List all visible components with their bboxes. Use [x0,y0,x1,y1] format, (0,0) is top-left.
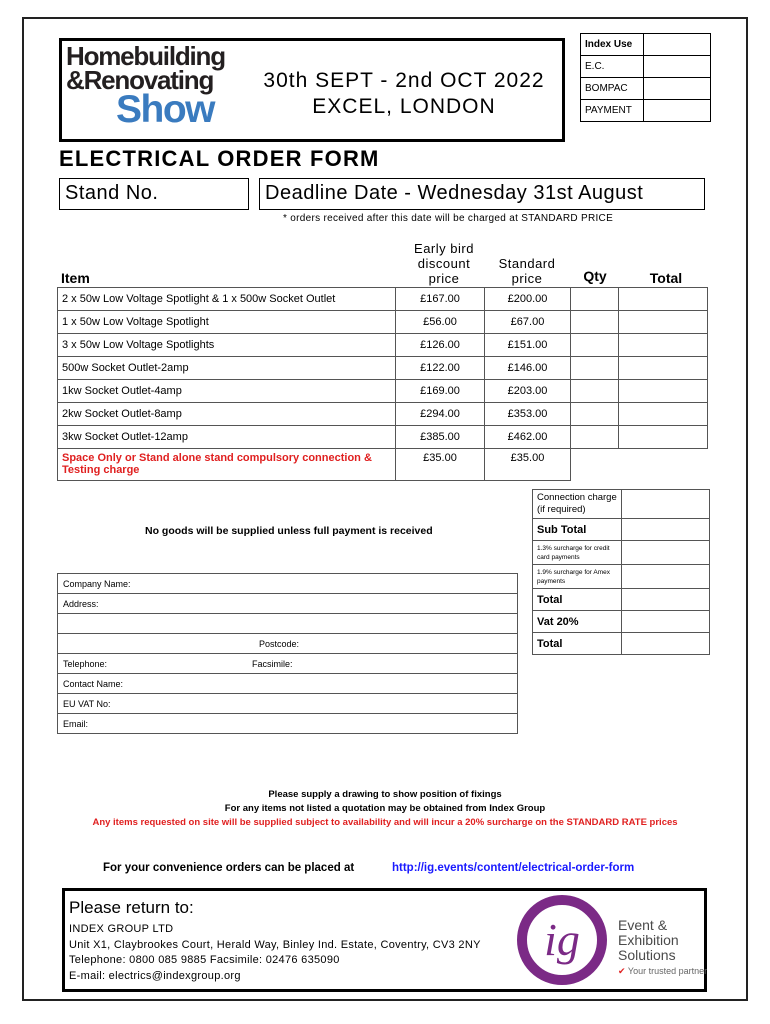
deadline-note: * orders received after this date will be charged at STANDARD PRICE [283,213,614,224]
note-drawing: Please supply a drawing to show position of fixings [268,789,502,800]
convenience-text: For your convenience orders can be placed at [103,862,355,874]
early-bird-price: £122.00 [396,357,485,380]
return-email: E-mail: electrics@indexgroup.org [69,969,241,982]
standard-price: £67.00 [485,311,571,334]
table-row [58,311,708,334]
logo-line-2: &Renovating [66,65,214,95]
qty-input[interactable] [571,334,619,357]
table-row [58,403,708,426]
no-goods-notice: No goods will be supplied unless full payment is received [145,525,433,537]
vat-label: Vat 20% [533,611,622,633]
early-bird-price: £169.00 [396,380,485,403]
qty-input[interactable] [571,426,619,449]
table-row [58,380,708,403]
index-use-cell [644,56,711,78]
table-row [58,449,708,481]
facsimile-label: Facsimile: [252,658,293,669]
qty-input[interactable] [571,357,619,380]
total-column-header: Total [649,270,683,286]
company-name-field[interactable]: Company Name: [58,574,518,594]
check-icon: ✔ [618,966,626,976]
early-bird-price: £126.00 [396,334,485,357]
total-cell[interactable] [619,311,708,334]
postcode-row[interactable] [58,634,518,654]
item-name: 2kw Socket Outlet-8amp [58,403,396,426]
early-bird-price: £385.00 [396,426,485,449]
contact-name-field[interactable]: Contact Name: [58,674,518,694]
standard-column-header [484,256,570,286]
return-street: Unit X1, Claybrookes Court, Herald Way, Binley Ind. Estate, Coventry, CV3 2NY [69,938,481,951]
total-label: Total [533,589,622,611]
summary-table [532,489,710,655]
early-bird-price: £167.00 [396,288,485,311]
index-use-cell [644,78,711,100]
address-field-2[interactable] [58,614,518,634]
item-name: 1kw Socket Outlet-4amp [58,380,396,403]
credit-card-surcharge-label: 1.3% surcharge for credit card payments [533,541,622,565]
postcode-label: Postcode: [259,638,300,649]
event-venue: EXCEL, LONDON [312,95,496,118]
table-row [58,426,708,449]
early-bird-price: £56.00 [396,311,485,334]
item-name: 500w Socket Outlet-2amp [58,357,396,380]
qty-input[interactable] [571,288,619,311]
qty-input[interactable] [571,403,619,426]
index-use-cell [644,34,711,56]
email-field[interactable]: Email: [58,714,518,734]
standard-price: £462.00 [485,426,571,449]
total-cell[interactable] [619,403,708,426]
order-form-link[interactable]: http://ig.events/content/electrical-order-form [392,862,635,874]
ig-line-2: Exhibition [618,932,679,948]
stand-number-field[interactable]: Stand No. [59,178,249,210]
return-title: Please return to: [69,898,194,917]
early-bird-column-header [399,241,489,286]
notes [40,788,730,830]
address-field[interactable]: Address: [58,594,518,614]
table-row [58,288,708,311]
standard-header-line: Standard [498,256,556,271]
return-address [69,922,481,984]
standard-price: £35.00 [485,449,571,481]
index-use-header: Index Use [581,34,644,56]
logo-line-3: Show [116,88,214,131]
index-use-bompac: BOMPAC [581,78,644,100]
note-quotation: For any items not listed a quotation may be obtained from Index Group [224,803,546,814]
early-bird-header-line: price [428,271,460,286]
ig-logo-text [618,918,679,963]
ig-tagline-text: Your trusted partner [627,966,708,976]
total-cell[interactable] [619,380,708,403]
ig-logo-mark: ig [544,914,580,965]
eu-vat-field[interactable]: EU VAT No: [58,694,518,714]
ig-tagline [618,966,707,977]
form-title: ELECTRICAL ORDER FORM [59,146,380,171]
total-cell[interactable] [619,334,708,357]
subtotal-value[interactable] [622,519,710,541]
item-name: 1 x 50w Low Voltage Spotlight [58,311,396,334]
early-bird-header-line: discount [417,256,471,271]
amex-surcharge-value[interactable] [622,565,710,589]
early-bird-price: £294.00 [396,403,485,426]
connection-charge-label: Connection charge (if required) [533,490,622,519]
standard-price: £200.00 [485,288,571,311]
grand-total-value[interactable] [622,633,710,655]
return-phone: Telephone: 0800 085 9885 Facsimile: 02476 635090 [69,954,340,966]
qty-column-header: Qty [583,268,607,284]
standard-price: £353.00 [485,403,571,426]
total-cell[interactable] [619,288,708,311]
telephone-label: Telephone: [63,658,108,669]
item-name: 3kw Socket Outlet-12amp [58,426,396,449]
item-column-header: Item [61,270,90,286]
return-company: INDEX GROUP LTD [69,923,174,935]
index-use-table [580,33,711,122]
telephone-row[interactable] [58,654,518,674]
item-name: Space Only or Stand alone stand compulsory connection & Testing charge [58,449,396,481]
index-use-payment: PAYMENT [581,100,644,122]
item-name: 3 x 50w Low Voltage Spotlights [58,334,396,357]
early-bird-price: £35.00 [396,449,485,481]
deadline-date: Deadline Date - Wednesday 31st August [259,178,705,210]
total-value[interactable] [622,589,710,611]
early-bird-header-line: Early bird [414,241,474,256]
standard-price: £151.00 [485,334,571,357]
show-logo [66,41,240,131]
company-details-table [57,573,518,734]
event-dates: 30th SEPT - 2nd OCT 2022 [263,69,545,92]
vat-value[interactable] [622,611,710,633]
logo-line-1: Homebuilding [66,41,225,71]
amex-surcharge-label: 1.9% surcharge for Amex payments [533,565,622,589]
ig-line-3: Solutions [618,947,676,963]
index-use-cell [644,100,711,122]
total-cell[interactable] [619,357,708,380]
table-row [58,334,708,357]
standard-header-line: price [511,271,543,286]
qty-input[interactable] [571,311,619,334]
note-surcharge: Any items requested on site will be supplied subject to availability and will incur a 20% surcharge on the STANDARD RATE prices [92,817,678,828]
standard-price: £203.00 [485,380,571,403]
total-cell[interactable] [619,426,708,449]
grand-total-label: Total [533,633,622,655]
standard-price: £146.00 [485,357,571,380]
items-table [57,287,708,481]
item-name: 2 x 50w Low Voltage Spotlight & 1 x 500w Socket Outlet [58,288,396,311]
credit-card-surcharge-value[interactable] [622,541,710,565]
index-use-ec: E.C. [581,56,644,78]
subtotal-label: Sub Total [533,519,622,541]
connection-charge-value[interactable] [622,490,710,519]
ig-logo-icon [510,893,615,988]
table-row [58,357,708,380]
qty-input[interactable] [571,380,619,403]
ig-line-1: Event & [618,917,668,933]
event-info [245,68,563,120]
